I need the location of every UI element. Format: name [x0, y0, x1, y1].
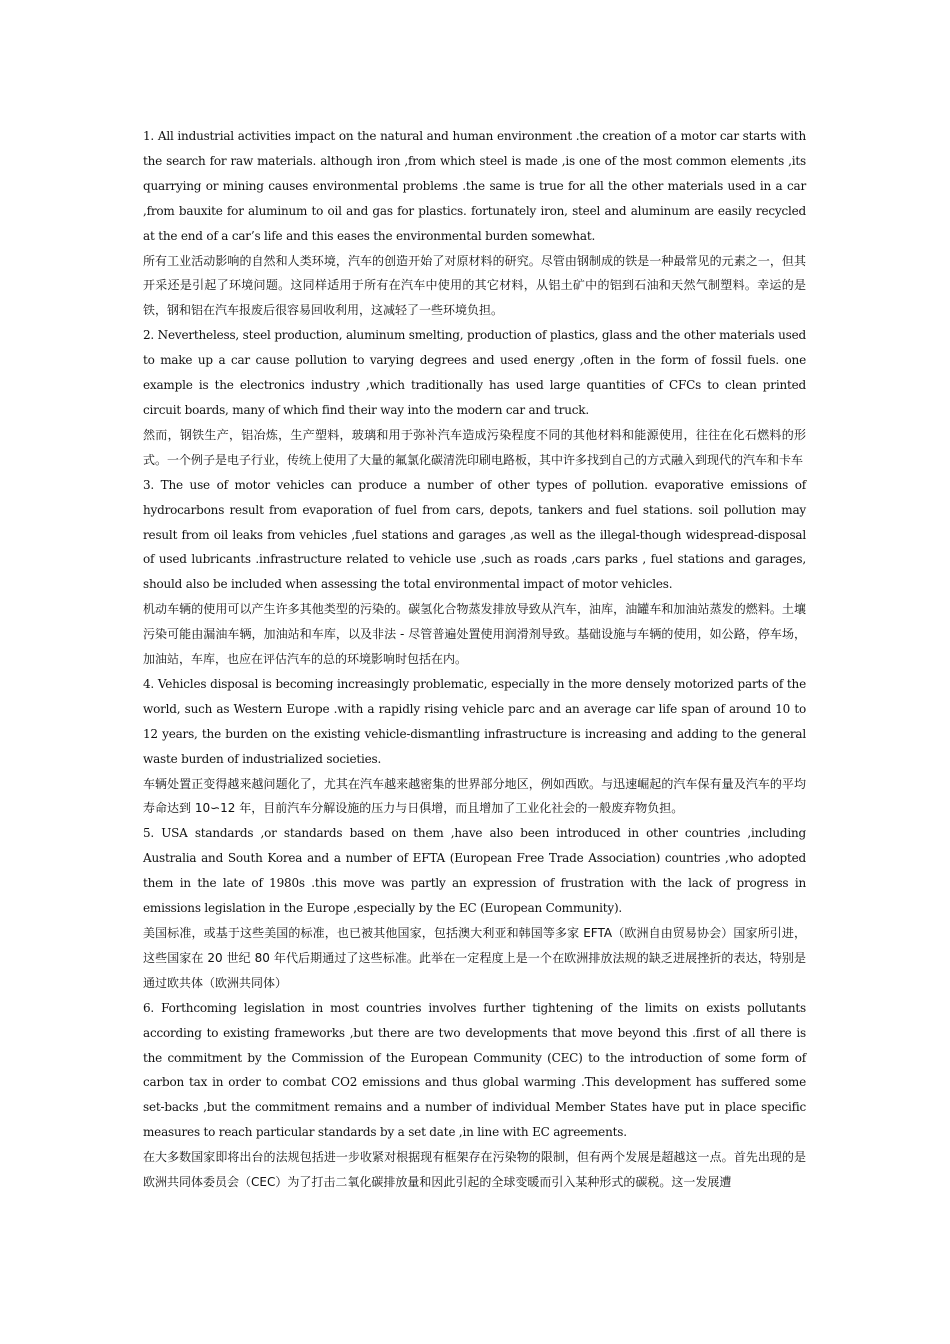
paragraph-1-chinese: 所有工业活动影响的自然和人类环境，汽车的创造开始了对原材料的研究。尽管由钢制成的铁是一种最常见的元素之一，但其开采还是引起了环境问题。这同样适用于所有在汽车中使用的其它材料，从铝土矿中的铝到石油和天然气制塑料。幸运的是铁，钢和铝在汽车报废后很容易回收利用，这减轻了一些环境负担。: [143, 253, 806, 318]
paragraph-6-chinese: 在大多数国家即将出台的法规包括进一步收紧对根据现有框架存在污染物的限制，但有两个发展是超越这一点。首先出现的是欧洲共同体委员会（CEC）为了打击二氧化碳排放量和因此引起的全球变暖而引入某种形式的碳税。这一发展遭: [143, 1150, 806, 1190]
paragraph-2-chinese: 然而，钢铁生产，铝冶炼，生产塑料，玻璃和用于弥补汽车造成污染程度不同的其他材料和能源使用，往往在化石燃料的形式。一个例子是电子行业，传统上使用了大量的氟氯化碳清洗印刷电路板，其中许多找到自己的方式融入到现代的汽车和卡车: [143, 427, 806, 467]
paragraph-1-english: 1. All industrial activities impact on the natural and human environment .the creation of a motor car starts with the search for raw materials. although iron ,from which steel is made ,is one of the most common elements ,its quarrying or mining causes environmental problems .the same is true for all the other materials used in a car ,from bauxite for aluminum to oil and gas for plastics. fortunately iron, steel and aluminum are easily recycled at the end of a car’s life and this eases the environmental burden somewhat.: [143, 129, 806, 243]
paragraph-6-english: 6. Forthcoming legislation in most countries involves further tightening of the limits on exists pollutants according to existing frameworks ,but there are two developments that move beyond this .first of all there is the commitment by the Commission of the European Community (CEC) to the introduction of some form of carbon tax in order to combat CO2 emissions and thus global warming .This development has suffered some set-backs ,but the commitment remains and a number of individual Member States have put in place specific measures to reach particular standards by a set date ,in line with EC agreements.: [143, 1000, 806, 1140]
paragraph-4-english: 4. Vehicles disposal is becoming increasingly problematic, especially in the more densely motorized parts of the world, such as Western Europe .with a rapidly rising vehicle parc and an average car life span of around 10 to 12 years, the burden on the existing vehicle-dismantling infrastructure is increasing and adding to the general waste burden of industrialized societies.: [143, 676, 806, 766]
paragraph-5-english: 5. USA standards ,or standards based on them ,have also been introduced in other countries ,including Australia and South Korea and a number of EFTA (European Free Trade Association) countries ,who adopted them in the late of 1980s .this move was partly an expression of frustration with the lack of progress in emissions legislation in the Europe ,especially by the EC (European Community).: [143, 826, 806, 916]
paragraph-3-chinese: 机动车辆的使用可以产生许多其他类型的污染的。碳氢化合物蒸发排放导致从汽车，油库，油罐车和加油站蒸发的燃料。土壤污染可能由漏油车辆，加油站和车库，以及非法 - 尽管普遍处置使用润滑剂导致。基础设施与车辆的使用，如公路，停车场，加油站，车库，也应在评估汽车的总的环境影响时包括在内。: [143, 602, 806, 667]
paragraph-5-chinese: 美国标准，或基于这些美国的标准，也已被其他国家，包括澳大利亚和韩国等多家 EFTA（欧洲自由贸易协会）国家所引进，这些国家在 20 世纪 80 年代后期通过了这些标准。此举在一定程度上是一个在欧洲排放法规的缺乏进展挫折的表达，特别是通过欧共体（欧洲共同体）: [143, 926, 806, 990]
document-body: [143, 124, 806, 1195]
paragraph-4-chinese: 车辆处置正变得越来越问题化了，尤其在汽车越来越密集的世界部分地区，例如西欧。与迅速崛起的汽车保有量及汽车的平均寿命达到 10∽12 年，目前汽车分解设施的压力与日俱增，而且增加了工业化社会的一般废弃物负担。: [143, 776, 806, 816]
paragraph-3-english: 3. The use of motor vehicles can produce a number of other types of pollution. evaporative emissions of hydrocarbons result from evaporation of fuel from cars, depots, tankers and fuel stations. soil pollution may result from oil leaks from vehicles ,fuel stations and garages ,as well as the illegal-though widespread-disposal of used lubricants .infrastructure related to vehicle use ,such as roads ,cars parks , fuel stations and garages, should also be included when assessing the total environmental impact of motor vehicles.: [143, 477, 806, 592]
paragraph-2-english: 2. Nevertheless, steel production, aluminum smelting, production of plastics, glass and the other materials used to make up a car cause pollution to varying degrees and used energy ,often in the form of fossil fuels. one example is the electronics industry ,which traditionally has used large quantities of CFCs to clean printed circuit boards, many of which find their way into the modern car and truck.: [143, 328, 806, 417]
